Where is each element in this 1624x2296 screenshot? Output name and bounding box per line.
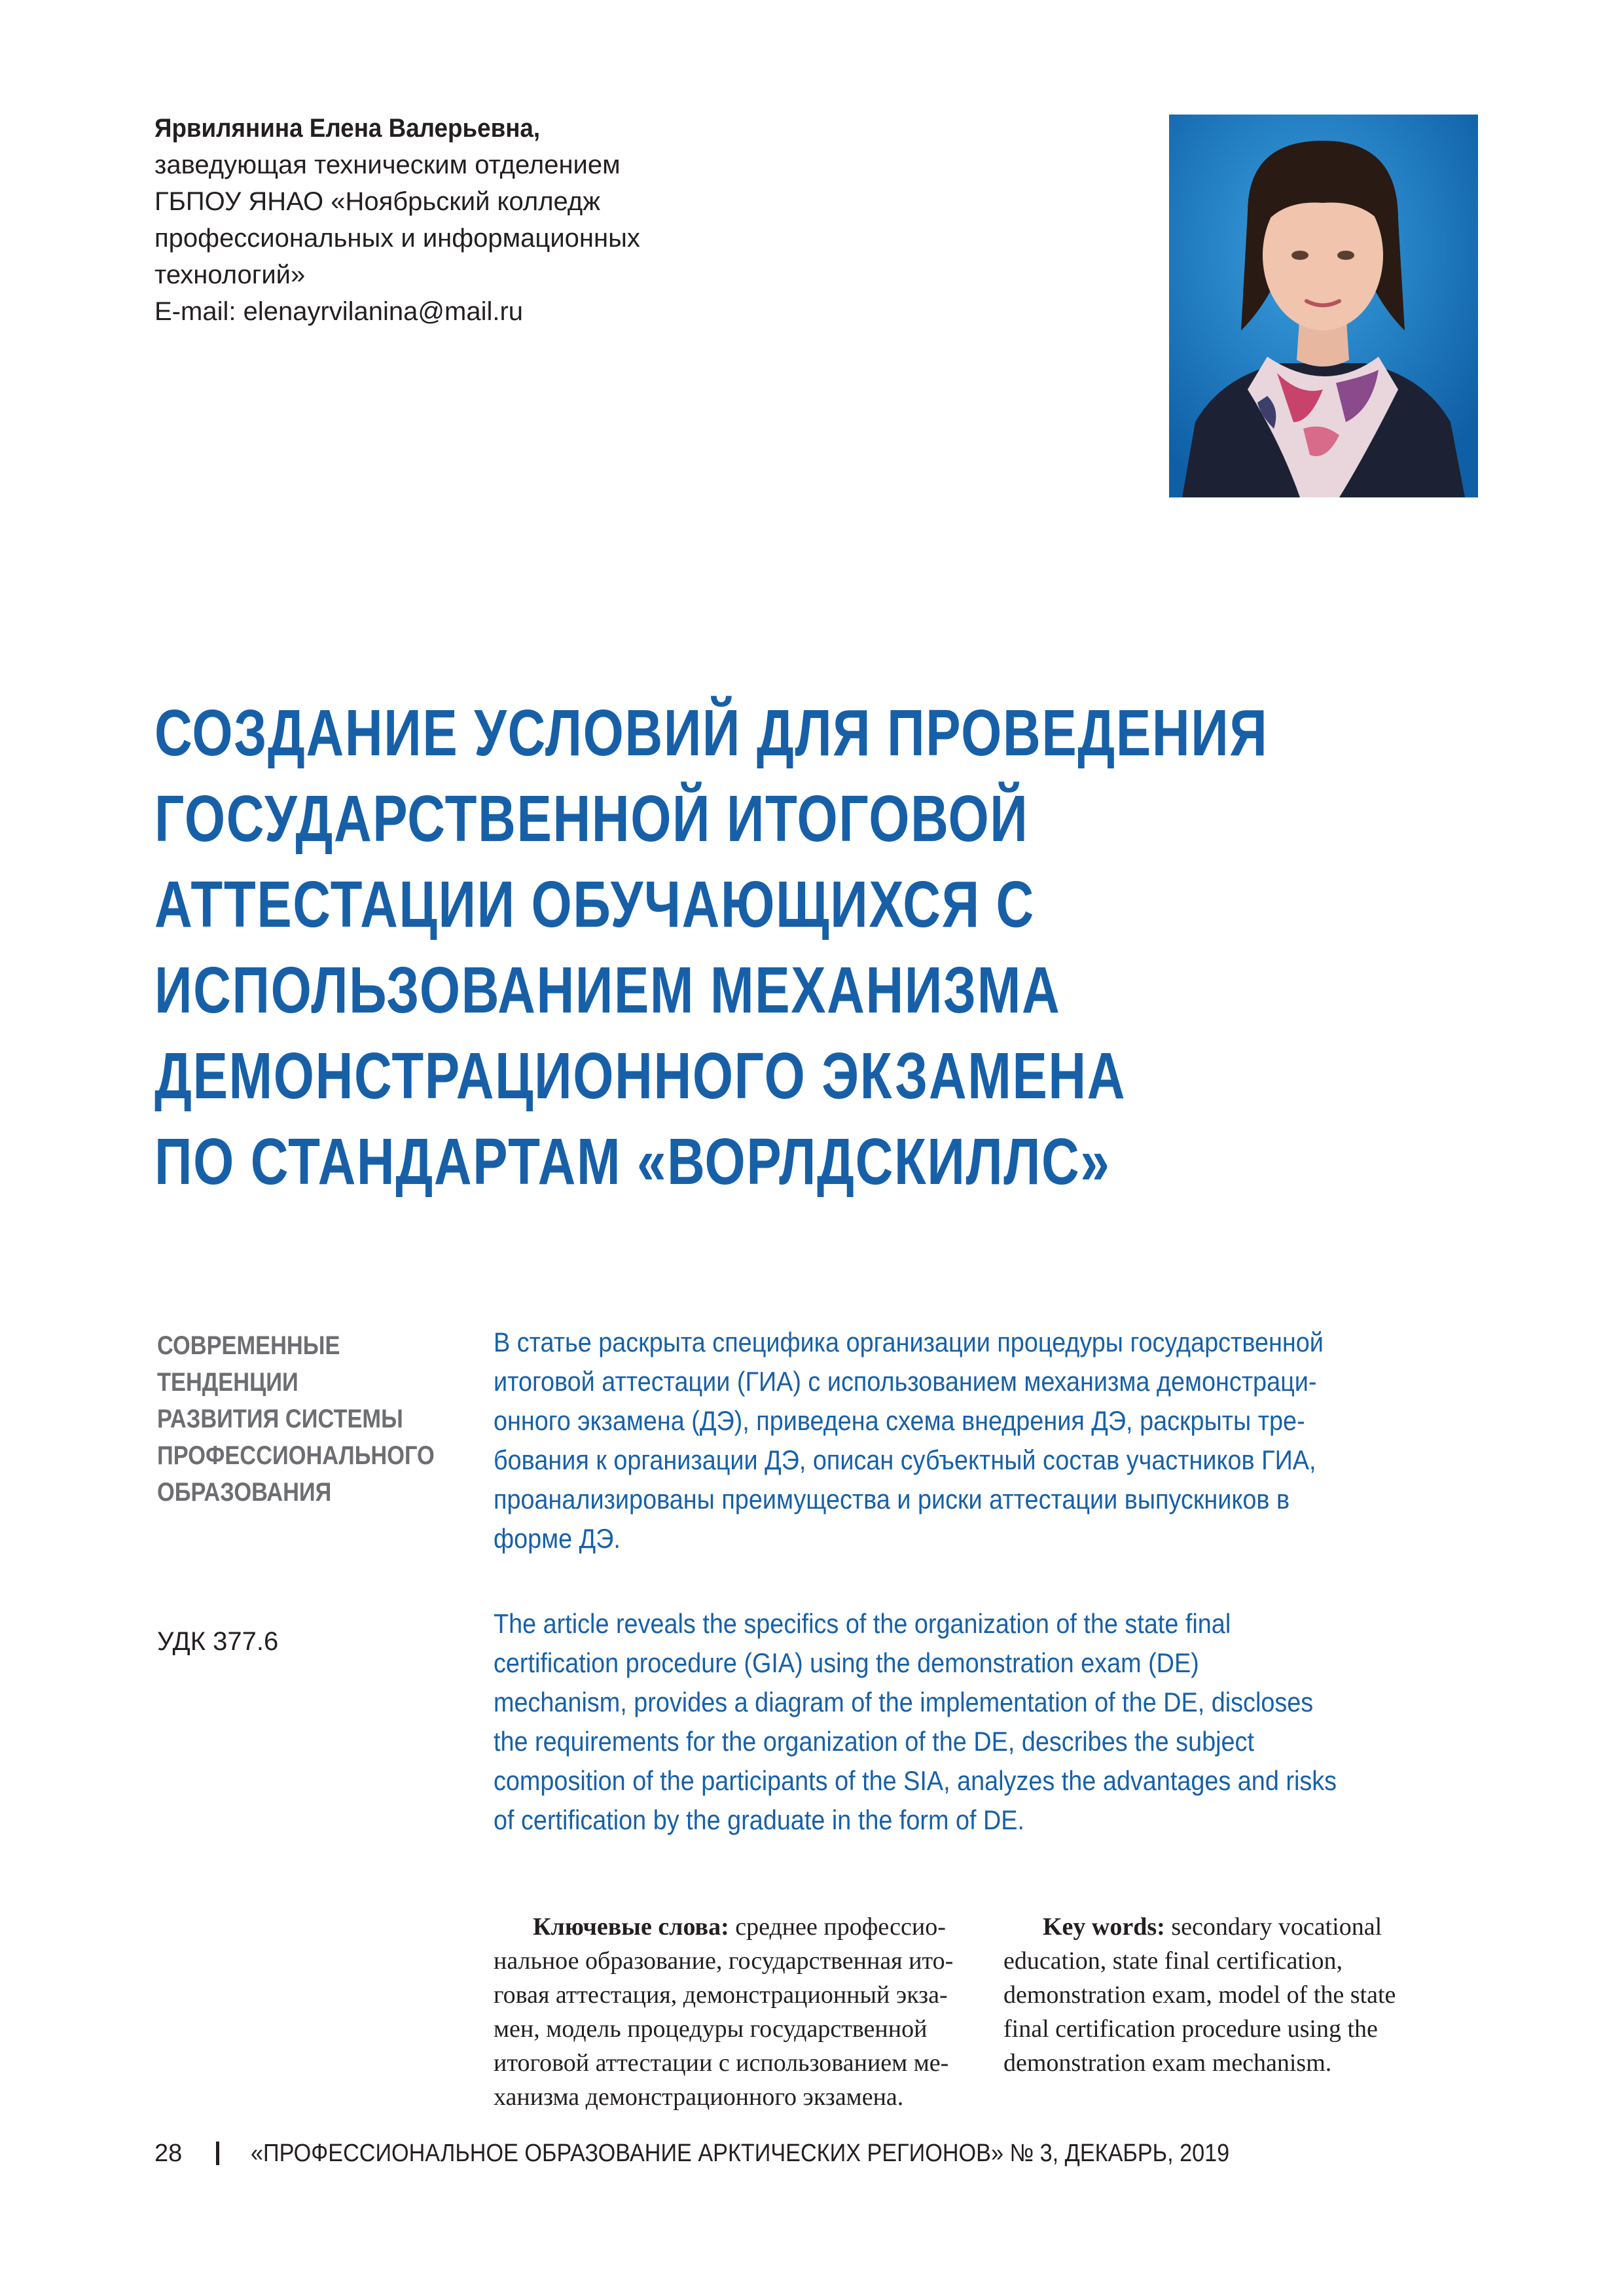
udk-code: УДК 377.6 [157, 1627, 279, 1656]
abstract-english [494, 1604, 1541, 1840]
author-position-line: технологий» [154, 260, 306, 289]
keywords-line: говая аттестация, демонстрационный экза- [494, 1981, 948, 2009]
rubric-line: СОВРЕМЕННЫЕ [157, 1331, 340, 1360]
abstract-line: итоговой аттестации (ГИА) с использованием механизма демонстраци- [494, 1366, 1317, 1397]
rubric-line: ПРОФЕССИОНАЛЬНОГО [157, 1441, 435, 1470]
keywords-line: education, state final certification, [1003, 1947, 1343, 1975]
rubric-line: РАЗВИТИЯ СИСТЕМЫ [157, 1405, 403, 1433]
title-line: ПО СТАНДАРТАМ «ВОРЛДСКИЛЛС» [154, 1125, 1111, 1198]
keywords-english [1003, 1910, 1480, 2080]
page-footer [154, 2137, 1338, 2170]
abstract-line: форме ДЭ. [494, 1523, 621, 1554]
keywords-label: Ключевые слова: [533, 1913, 729, 1941]
author-position-line: заведующая техническим отделением [154, 151, 621, 179]
keywords-first-line [1003, 1910, 1480, 1944]
abstract-line: бования к организации ДЭ, описан субъектный состав участников ГИА, [494, 1444, 1316, 1475]
keywords-line: demonstration exam mechanism. [1003, 2049, 1332, 2077]
keywords-line: итоговой аттестации с использованием ме- [494, 2049, 949, 2077]
keywords-label: Key words: [1043, 1913, 1165, 1941]
abstract-line: проанализированы преимущества и риски аттестации выпускников в [494, 1484, 1290, 1515]
page-number: 28 [154, 2140, 183, 2167]
keywords-text: secondary vocational [1164, 1913, 1382, 1941]
author-name: Ярвилянина Елена Валерьевна, [154, 114, 541, 143]
abstract-line: of certification by the graduate in the form of DE. [494, 1804, 1025, 1835]
title-line: СОЗДАНИЕ УСЛОВИЙ ДЛЯ ПРОВЕДЕНИЯ [154, 696, 1269, 770]
abstract-line: онного экзамена (ДЭ), приведена схема внедрения ДЭ, раскрыты тре- [494, 1405, 1305, 1436]
abstract-line: composition of the participants of the SIA, analyzes the advantages and risks [494, 1765, 1337, 1796]
journal-name: «ПРОФЕССИОНАЛЬНОЕ ОБРАЗОВАНИЕ АРКТИЧЕСКИХ РЕГИОНОВ» № 3, ДЕКАБРЬ, 2019 [251, 2140, 1230, 2167]
keywords-line: мен, модель процедуры государственной [494, 2015, 928, 2043]
author-photo [1169, 115, 1478, 497]
rubric-line: ОБРАЗОВАНИЯ [157, 1478, 332, 1507]
title-line: ИСПОЛЬЗОВАНИЕМ МЕХАНИЗМА [154, 954, 1061, 1027]
section-rubric [157, 1327, 471, 1511]
abstract-line: mechanism, provides a diagram of the implementation of the DE, discloses [494, 1687, 1314, 1717]
abstract-line: certification procedure (GIA) using the demonstration exam (DE) [494, 1647, 1199, 1678]
abstract-russian [494, 1323, 1541, 1558]
abstract-line: В статье раскрыта специфика организации процедуры государственной [494, 1327, 1324, 1357]
footer-separator [216, 2142, 219, 2165]
keywords-first-line [494, 1910, 978, 1944]
rubric-line: ТЕНДЕНЦИИ [157, 1368, 298, 1397]
abstract-line: the requirements for the organization of the DE, describes the subject [494, 1726, 1254, 1757]
keywords-russian [494, 1910, 978, 2114]
title-line: АТТЕСТАЦИИ ОБУЧАЮЩИХСЯ С [154, 868, 1035, 941]
author-position-line: ГБПОУ ЯНАО «Ноябрьский колледж [154, 187, 601, 216]
portrait-illustration [1169, 115, 1478, 497]
keywords-line: demonstration exam, model of the state [1003, 1981, 1396, 2009]
article-title [154, 691, 1529, 1205]
author-position-line: профессиональных и информационных [154, 224, 640, 253]
keywords-text: среднее профессио- [729, 1913, 946, 1941]
abstract-line: The article reveals the specifics of the organization of the state final [494, 1608, 1231, 1639]
keywords-line: final certification procedure using the [1003, 2015, 1378, 2043]
author-block [154, 110, 1136, 330]
author-email: E-mail: elenayrvilanina@mail.ru [154, 297, 524, 326]
keywords-line: ханизма демонстрационного экзамена. [494, 2083, 904, 2111]
title-line: ДЕМОНСТРАЦИОННОГО ЭКЗАМЕНА [154, 1039, 1127, 1113]
title-line: ГОСУДАРСТВЕННОЙ ИТОГОВОЙ [154, 782, 1029, 855]
keywords-line: нальное образование, государственная ито- [494, 1947, 954, 1975]
